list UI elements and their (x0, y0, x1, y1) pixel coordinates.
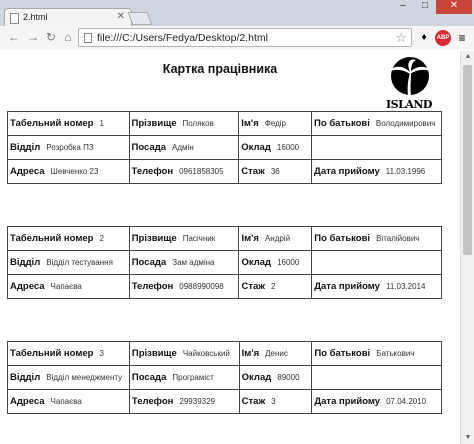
address-bar[interactable] (78, 28, 412, 47)
tab-number-value: 1 (99, 119, 104, 128)
logo-text: ISLAND (386, 98, 432, 111)
phone-label: Телефон (131, 396, 174, 407)
empty-cell (312, 366, 442, 390)
phone-value: 29939329 (179, 397, 215, 406)
phone-value: 0961858305 (179, 167, 224, 176)
tab-number-label: Табельний номер (10, 118, 94, 129)
position-label: Посада (131, 372, 167, 383)
patronymic-label: По батькові (314, 233, 371, 244)
island-logo (380, 56, 440, 111)
name-value: Денис (265, 349, 288, 358)
employee-card-1 (7, 111, 442, 184)
employee-card-2 (7, 226, 442, 299)
position-label: Посада (131, 142, 167, 153)
card-row (8, 342, 442, 366)
scroll-down-icon[interactable]: ▼ (464, 434, 472, 441)
address-label: Адреса (10, 396, 45, 407)
home-icon[interactable]: ⌂ (64, 30, 72, 44)
card-row (8, 390, 442, 414)
hire-date-value: 11.03.2014 (385, 282, 426, 291)
hire-date-value: 11.03.1996 (385, 167, 426, 176)
department-value: Розробка ПЗ (46, 143, 94, 152)
page-title: Картка працівника (162, 62, 278, 76)
address-value: Чапаєва (50, 397, 82, 406)
experience-value: 2 (271, 282, 276, 291)
extension-icon[interactable]: ♦ (421, 32, 427, 43)
card-row (8, 160, 442, 184)
salary-label: Оклад (241, 142, 271, 153)
department-label: Відділ (10, 257, 41, 268)
phone-value: 0988990098 (179, 282, 224, 291)
name-value: Федір (264, 119, 286, 128)
close-window-icon[interactable]: ✕ (436, 0, 472, 14)
patronymic-value: Батькович (376, 349, 415, 358)
address-value: Чапаєва (50, 282, 82, 291)
browser-chrome (0, 0, 474, 50)
tab-number-label: Табельний номер (10, 233, 94, 244)
reload-icon[interactable]: ↻ (45, 30, 57, 44)
position-value: Програміст (172, 373, 214, 382)
salary-label: Оклад (241, 372, 272, 383)
scroll-thumb[interactable] (463, 65, 472, 255)
phone-label: Телефон (131, 166, 174, 177)
experience-label: Стаж (241, 281, 265, 292)
address-value: Шевченко 23 (50, 167, 99, 176)
minimize-window-icon[interactable]: – (400, 0, 406, 11)
close-tab-icon[interactable]: ✕ (116, 11, 125, 22)
patronymic-label: По батькові (314, 118, 370, 129)
surname-label: Прізвище (131, 118, 177, 129)
page-viewport (0, 51, 460, 444)
department-label: Відділ (10, 372, 41, 383)
position-value: Адмін (172, 143, 194, 152)
tab-title: 2.html (23, 12, 48, 22)
vertical-scrollbar[interactable] (460, 51, 474, 444)
experience-label: Стаж (241, 166, 265, 177)
experience-value: 3 (271, 397, 276, 406)
salary-value: 16000 (276, 143, 300, 152)
scroll-up-icon[interactable]: ▲ (464, 53, 472, 60)
bookmark-star-icon[interactable]: ☆ (395, 30, 407, 45)
tab-strip (0, 0, 474, 26)
maximize-window-icon[interactable]: □ (421, 0, 429, 11)
address-label: Адреса (10, 166, 45, 177)
position-label: Посада (131, 257, 167, 268)
surname-value: Поляков (182, 119, 214, 128)
hire-date-label: Дата прийому (314, 396, 381, 407)
surname-label: Прізвище (131, 233, 177, 244)
salary-value: 89000 (277, 373, 300, 382)
palm-tree-icon (380, 56, 440, 100)
empty-cell (312, 251, 442, 275)
page-icon (84, 33, 92, 43)
name-label: Ім'я (241, 348, 260, 359)
salary-value: 16000 (277, 258, 300, 267)
forward-icon[interactable]: → (27, 30, 39, 44)
position-value: Зам адміна (172, 258, 215, 267)
department-label: Відділ (10, 142, 41, 153)
patronymic-value: Володимирович (375, 119, 436, 128)
new-tab-button[interactable] (128, 12, 153, 25)
adblock-icon[interactable]: ABP (435, 30, 451, 46)
browser-tab[interactable] (4, 8, 132, 27)
card-row (8, 112, 442, 136)
name-label: Ім'я (241, 233, 259, 244)
surname-value: Пасічник (182, 234, 216, 243)
department-value: Відділ менеджменту (46, 373, 123, 382)
card-row (8, 251, 442, 275)
tab-number-label: Табельний номер (10, 348, 94, 359)
department-value: Відділ тестування (46, 258, 113, 267)
card-row (8, 275, 442, 299)
name-label: Ім'я (241, 118, 259, 129)
employee-card-3 (7, 341, 442, 414)
menu-icon[interactable]: ≡ (458, 31, 466, 45)
card-row (8, 227, 442, 251)
page-favicon-icon (10, 13, 19, 24)
patronymic-value: Віталійович (376, 234, 420, 243)
address-text: file:///C:/Users/Fedya/Desktop/2.html (97, 32, 268, 44)
browser-toolbar (0, 26, 474, 50)
tab-number-value: 3 (99, 349, 104, 358)
hire-date-label: Дата прийому (314, 281, 380, 292)
experience-label: Стаж (241, 396, 266, 407)
experience-value: 36 (270, 167, 280, 176)
hire-date-value: 07.04.2010 (386, 397, 427, 406)
tab-number-value: 2 (99, 234, 104, 243)
patronymic-label: По батькові (314, 348, 371, 359)
name-value: Андрій (264, 234, 291, 243)
card-row (8, 366, 442, 390)
back-icon[interactable]: ← (8, 30, 20, 44)
empty-cell (312, 136, 442, 160)
phone-label: Телефон (131, 281, 174, 292)
hire-date-label: Дата прийому (314, 166, 380, 177)
surname-label: Прізвище (131, 348, 177, 359)
address-label: Адреса (10, 281, 45, 292)
card-row (8, 136, 442, 160)
salary-label: Оклад (241, 257, 272, 268)
surname-value: Чайковський (182, 349, 230, 358)
